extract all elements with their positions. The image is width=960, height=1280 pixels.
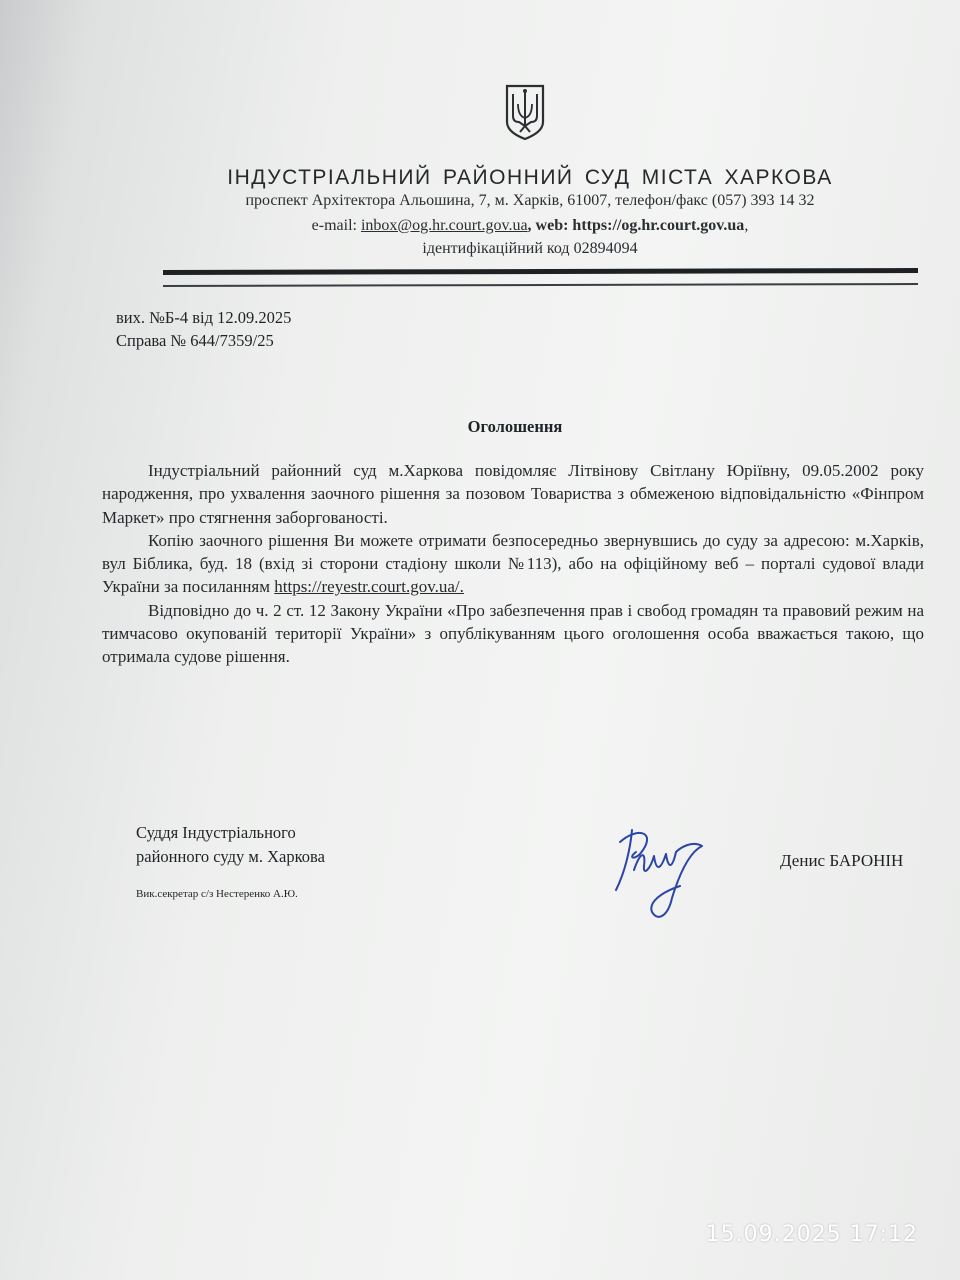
court-name-heading: ІНДУСТРІАЛЬНИЙ РАЙОННИЙ СУД МІСТА ХАРКОВА — [227, 166, 833, 189]
header-divider-thin — [163, 283, 918, 286]
paragraph-2-text: Копію заочного рішення Ви можете отримати безпосередньо звернувшись до суду за адресою: м.Харків, вул Біблика, буд. 18 (вхід зі сторони стадіону школи №113), або на офіційному веб – порталі судової влади України за посиланням — [102, 530, 924, 597]
email-link: inbox@og.hr.court.gov.ua — [360, 217, 528, 234]
email-label: e-mail: — [311, 217, 361, 234]
judge-name: Денис БАРОНІН — [780, 851, 904, 870]
case-number: Справа № 644/7359/25 — [116, 331, 274, 350]
registry-link: https://reyestr.court.gov.ua/. — [274, 577, 464, 597]
judge-position-line-2: районного суду м. Харкова — [136, 847, 325, 866]
judge-position — [136, 821, 325, 869]
photo-timestamp: 15.09.2025 17:12 — [705, 1222, 918, 1247]
handwritten-signature — [610, 812, 730, 932]
paragraph-2 — [102, 529, 924, 599]
paragraph-3: Відповідно до ч. 2 ст. 12 Закону України «Про забезпечення прав і свобод громадян та правовий режим на тимчасово окупованій території України» з опублікуванням цього оголошення особа вважається такою, що отримала судове рішення. — [102, 600, 924, 667]
judge-position-line-1: Суддя Індустріального — [136, 823, 296, 842]
tryzub-emblem-icon — [503, 82, 547, 142]
web-address: , web: https://og.hr.court.gov.ua — [527, 217, 745, 234]
header-divider-thick — [163, 268, 918, 275]
outgoing-number: вих. №Б-4 від 12.09.2025 — [116, 308, 292, 327]
web-suffix: , — [744, 217, 749, 234]
secretary-note: Вик.секретар с/з Нестеренко А.Ю. — [136, 888, 298, 900]
paragraph-1: Індустріальний районний суд м.Харкова повідомляє Літвінову Світлану Юріївну, 09.05.2002 року народження, про ухвалення заочного рішення за позовом Товариства з обмеженою відповідальністю «Фінпром Маркет» про стягнення заборгованості. — [102, 461, 924, 527]
notice-body — [102, 459, 924, 669]
court-address: проспект Архітектора Альошина, 7, м. Харків, 61007, телефон/факс (057) 393 14 32 — [245, 192, 815, 209]
court-contacts — [150, 217, 910, 235]
court-id-code: ідентифікаційний код 02894094 — [422, 240, 638, 257]
notice-title: Оголошення — [467, 417, 563, 436]
